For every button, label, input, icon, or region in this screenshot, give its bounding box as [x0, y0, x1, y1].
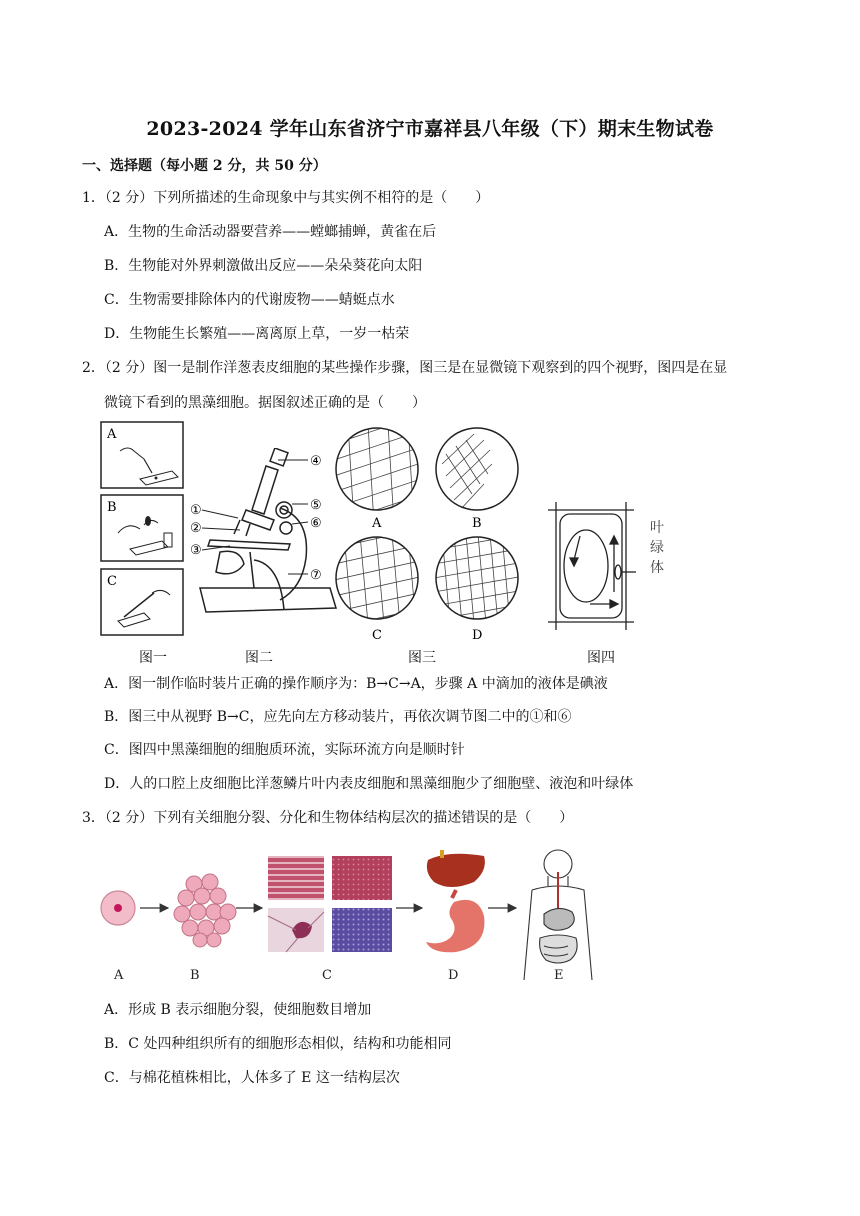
- question-1-stem: 1．（2 分）下列所描述的生命现象中与其实例不相符的是（ ）: [82, 190, 490, 206]
- stage-a-cell: [101, 891, 135, 925]
- view-label-d: D: [472, 628, 483, 643]
- question-2-stem-line2: 微镜下看到的黑藻细胞。据图叙述正确的是（ ）: [104, 395, 426, 411]
- step-panel-b: [101, 495, 183, 561]
- caption-figure-2: 图二: [245, 650, 273, 666]
- figure-1-steps: [100, 421, 184, 637]
- figure-2-microscope: [190, 448, 340, 633]
- question-1-option-a: A．生物的生命活动器要营养——螳螂捕蝉，黄雀在后: [104, 224, 437, 240]
- question-1-option-c: C．生物需要排除体内的代谢废物——蜻蜓点水: [104, 292, 395, 308]
- exam-title: 2023-2024 学年山东省济宁市嘉祥县八年级（下）期末生物试卷: [146, 118, 714, 140]
- view-d: [434, 534, 524, 643]
- stage-d-organs: [426, 850, 485, 952]
- microscope-label-2: ②: [190, 521, 202, 536]
- question-2-option-a: A．图一制作临时装片正确的操作顺序为：B→C→A，步骤 A 中滴加的液体是碘液: [104, 676, 608, 692]
- caption-figure-1: 图一: [139, 650, 167, 666]
- stage-label-e: E: [554, 968, 564, 983]
- question-3-option-b: B．C 处四种组织所有的细胞形态相似，结构和功能相同: [104, 1036, 452, 1052]
- microscope-label-4: ④: [310, 454, 322, 469]
- step-label-b: B: [107, 500, 117, 515]
- question-3-option-c: C．与棉花植株相比，人体多了 E 这一结构层次: [104, 1070, 400, 1086]
- view-b: [436, 428, 518, 531]
- microscope-label-6: ⑥: [310, 516, 322, 531]
- caption-figure-4: 图四: [587, 650, 615, 666]
- view-label-a: A: [372, 516, 382, 531]
- stage-label-d: D: [448, 968, 459, 983]
- section-heading: 一、选择题（每小题 2 分，共 50 分）: [82, 158, 327, 174]
- stage-label-b: B: [190, 968, 200, 983]
- microscope-label-3: ③: [190, 543, 202, 558]
- view-c: [334, 528, 424, 643]
- microscope-label-7: ⑦: [310, 568, 322, 583]
- stage-label-c: C: [322, 968, 332, 983]
- step-panel-a: [101, 422, 183, 488]
- chloroplast-label-text: 叶绿体: [650, 520, 664, 576]
- question-3-option-a: A．形成 B 表示细胞分裂，使细胞数目增加: [104, 1002, 372, 1018]
- question-2-stem-line1: 2．（2 分）图一是制作洋葱表皮细胞的某些操作步骤，图三是在显微镜下观察到的四个视野，图四是在显: [82, 360, 728, 376]
- question-1-option-b: B．生物能对外界刺激做出反应——朵朵葵花向太阳: [104, 258, 423, 274]
- stage-label-a: A: [114, 968, 124, 983]
- stage-e-body: [524, 850, 592, 980]
- question-1-option-d: D．生物能生长繁殖——离离原上草，一岁一枯荣: [104, 326, 410, 342]
- microscope-label-5: ⑤: [310, 498, 322, 513]
- question-3-stem: 3．（2 分）下列有关细胞分裂、分化和生物体结构层次的描述错误的是（ ）: [82, 810, 574, 826]
- view-a: [334, 424, 424, 531]
- question-2-option-d: D．人的口腔上皮细胞比洋葱鳞片叶内表皮细胞和黑藻细胞少了细胞壁、液泡和叶绿体: [104, 776, 634, 792]
- figure-cell-development: [96, 842, 606, 986]
- stage-c-tissues: [268, 856, 392, 952]
- view-label-c: C: [372, 628, 382, 643]
- microscope-label-1: ①: [190, 503, 202, 518]
- step-label-a: A: [107, 427, 117, 442]
- step-label-c: C: [107, 574, 117, 589]
- step-panel-c: [101, 569, 183, 635]
- figure-3-views: [334, 424, 524, 646]
- stage-b-cluster: [174, 874, 236, 947]
- question-2-option-b: B．图三中从视野 B→C，应先向左方移动装片，再依次调节图二中的①和⑥: [104, 709, 572, 725]
- caption-figure-3: 图三: [408, 650, 436, 666]
- question-2-option-c: C．图四中黑藻细胞的细胞质环流，实际环流方向是顺时针: [104, 742, 465, 758]
- view-label-b: B: [472, 516, 482, 531]
